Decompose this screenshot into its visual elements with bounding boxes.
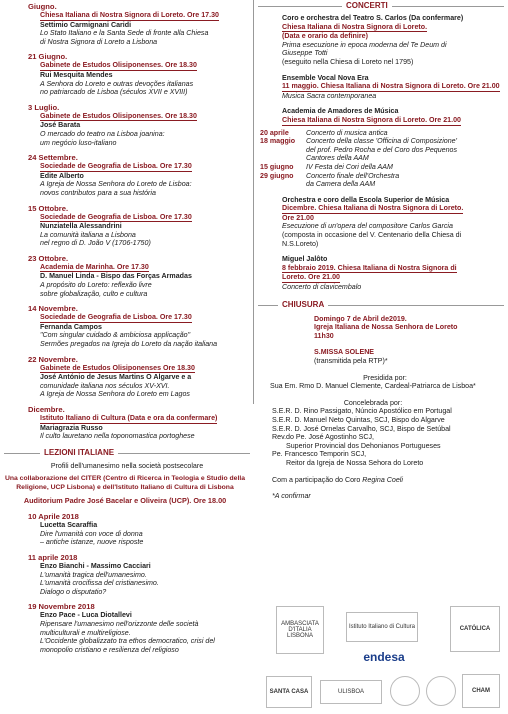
event-item [28,52,250,96]
concert-line: Loreto. Ore 21.00 [282,273,340,282]
ambasciata-logo [276,606,324,654]
event-line-row [28,521,250,530]
event-line-row [28,11,250,21]
event-line: Sociedade de Geografia de Lisboa. Ore 17.30 [40,162,192,171]
concert-item [260,107,508,189]
concert-line-row [282,222,508,231]
concelebrants-list [258,407,508,467]
event-line: comunidade italiana nos séculos XV-XVI. [40,381,170,390]
catolica-logo [450,606,500,652]
event-date: 22 Novembre. [28,354,78,364]
concert-dated-row [260,137,508,163]
event-date: 24 Settembre. [28,153,78,163]
concert-desc-line: Concerto della classe 'Officina di Composizione' [306,137,457,146]
concert-line: Prima esecuzione in epoca moderna del Te Deum di [282,40,447,49]
concert-item [282,196,508,249]
event-line: Lo Stato Italiano e la Santa Sede di fronte alla Chiesa [40,29,209,38]
event-line: Lucetta Scaraffia [40,521,98,530]
concert-line-row [282,58,508,67]
event-line: Sociedade de Geografia de Lisboa. Ore 17.30 [40,212,192,221]
concert-line-row [282,231,508,240]
concelebrant: S.E.R. D. Manuel Neto Quintas, SCJ, Bispo do Algarve [272,415,445,424]
chiusura-header [258,299,508,311]
concert-item [282,14,508,67]
concert-item [282,255,508,291]
event-line: La comunità italiana a Lisbona [40,230,136,239]
concert-line-row [282,214,508,223]
event-line-row [28,588,250,597]
event-line: Dialogo o disputatio? [40,587,107,596]
event-line: – antiche istanze, nuove risposte [40,538,144,547]
confirm-note: *A confirmar [272,492,311,501]
event-line: Sociedade de Geografia de Lisboa. Ore 17.30 [40,313,192,322]
concert-line: N.S.Loreto) [282,239,319,248]
lezioni-venue: Auditorium Padre José Bacelar e Oliveira (UCP). Ore 18.00 [23,495,227,505]
event-item [28,304,250,348]
chiusura-time: 11h30 [314,331,334,340]
event-line-row [28,323,250,332]
santa-casa-text: SANTA CASA [269,689,309,695]
event-item [28,103,250,147]
event-line-row [28,112,250,122]
concert-line-row [282,196,508,205]
event-date: Dicembre. [28,405,65,414]
concert-line: Chiesa Italiana di Nostra Signora di Loreto. Ore 21.00 [282,115,461,124]
concerti-heading: CONCERTI [342,0,392,12]
concert-date: 15 giugno [260,162,294,171]
left-events [0,0,250,441]
seal-logo-1 [390,676,420,706]
event-line-row [28,637,250,646]
event-line-row [28,139,250,148]
ulisboa-text: ULISBOA [337,689,364,695]
concert-line: Esecuzione di un'opera del compositore Carlos Garcia [282,222,453,231]
event-item [28,405,250,441]
concert-line-row [282,204,508,214]
event-line-row [28,340,250,349]
event-line: "Com singular cuidado & ambiciosa applicação" [40,331,191,340]
event-line: nel regno di D. João V (1706-1750) [40,239,151,248]
lezioni-heading: LEZIONI ITALIANE [40,447,118,459]
event-date: 21 Giugno. [28,52,68,62]
santa-casa-logo [266,676,312,708]
event-line: A Igreja de Nossa Senhora do Loreto de Lisboa: [40,180,192,189]
concerti-list [258,12,508,292]
event-line: A Senhora do Loreto e outras devoções italianas [40,79,194,88]
concert-line: Academia de Amadores de Música [282,107,399,116]
concert-line: Coro e orchestra del Teatro S. Carlos (Da confermare) [282,14,464,22]
cham-text: CHAM [472,688,490,694]
event-line-row [28,29,250,38]
event-line: A Igreja de Nossa Senhora do Loreto em Lagos [40,390,190,399]
concert-line-row [282,49,508,58]
event-line-row [28,538,250,547]
event-line: sobre globalização, culto e cultura [40,289,148,298]
event-line-row [28,382,250,391]
concert-line-row [282,82,508,92]
event-item [28,254,250,298]
cham-logo [462,674,500,708]
concert-date: 18 maggio [260,137,296,146]
concert-line-row [282,32,508,41]
event-line-row [28,222,250,231]
concelebrant: Reitor da Igreja de Nossa Sehora do Loreto [286,458,424,467]
concert-line: (eseguito nella Chiesa di Loreto nel 1795) [282,57,414,66]
lezioni-collab: Una collaborazione del CITER (Centro di Ricerca in Teologia e Studio della Religione, UCP Lisbona) e dell'Istituto Italiano di Cultura di Lisbona [4,475,246,491]
chiusura-date: Domingo 7 de Abril de2019. [314,314,407,323]
event-line: Dire l'umanità con voce di donna [40,529,143,538]
event-line-row [28,71,250,80]
event-line-row [28,180,250,189]
event-line-row [28,130,250,139]
concert-line: Concerto di clavicembalo [282,283,362,292]
concert-line: Ore 21.00 [282,213,314,222]
chiusura-block [258,315,508,366]
event-date: 11 aprile 2018 [28,552,78,562]
event-line-row [28,579,250,588]
lezioni-events [0,510,250,654]
event-line: D. Manuel Linda - Bispo das Forças Armadas [40,272,192,281]
ulisboa-logo [320,680,382,704]
event-line-row [28,390,250,399]
istituto-cultura-text: Istituto Italiano di Cultura [348,624,416,630]
endesa-text: endesa [363,650,405,664]
event-line-row [28,172,250,181]
event-line: L'umanità tragica dell'umanesimo. [40,570,147,579]
event-line-row [28,38,250,47]
event-line-row [28,231,250,240]
event-line-row [28,562,250,571]
event-line-row [28,61,250,71]
concelebrant: Rev.do Pe. José Agostinho SCJ, [272,433,374,442]
concert-desc [306,137,457,163]
event-line-row [28,530,250,539]
event-line-row [28,88,250,97]
concert-desc [306,163,393,172]
concelebrated-label: Concelebrada por: [343,398,403,407]
lezioni-subtitle: Profili dell'umanesimo nella società postsecolare [50,461,204,470]
event-line-row [28,21,250,30]
concert-line-row [282,264,508,274]
event-line-row [28,424,250,433]
event-date: 14 Novembre. [28,304,78,314]
seal-logo-2 [426,676,456,706]
event-line: José António de Jesus Martins O Algarve e a [40,373,192,382]
concert-line: Dicembre. Chiesa Italiana di Nostra Signora di Loreto. [282,204,464,213]
event-line-row [28,281,250,290]
event-line-row [28,331,250,340]
event-line-row [28,432,250,441]
event-line-row [28,629,250,638]
event-item [28,2,250,46]
concert-line: Ensemble Vocal Nova Era [282,73,369,82]
chiusura-tx: (transmitida pela RTP)* [314,357,388,365]
event-line: Academia de Marinha. Ore 17.30 [40,262,149,271]
concert-line: Chiesa Italiana di Nostra Signora di Loreto. [282,22,428,31]
event-line: O mercado do teatro na Lisboa joanina: [40,129,165,138]
concert-line-row [282,107,508,116]
event-line: Nunziatella Alessandrini [40,222,122,231]
concert-line: 11 maggio. Chiesa Italiana di Nostra Signora di Loreto. Ore 21.00 [282,82,500,91]
choir-line: Com a participação do Coro Regina Coeli [272,475,403,484]
event-line: novos contributos para a sua história [40,188,156,197]
event-item [28,512,250,547]
event-line: José Barata [40,121,81,130]
concert-line-row [282,116,508,126]
concert-line-row [282,23,508,33]
event-line-row [28,162,250,172]
right-column [258,0,508,501]
event-date: 15 Ottobre. [28,203,69,213]
concert-line: Miguel Jalôto [282,255,328,264]
event-line: Edite Alberto [40,171,84,180]
event-item [28,204,250,248]
chiusura-messa: S.MISSA SOLENE [314,348,375,357]
event-line: Gabinete de Estudos Olisiponenses Ore 18.30 [40,363,195,372]
event-line-row [28,373,250,382]
column-divider [253,0,254,404]
event-line: Fernanda Campos [40,322,102,331]
event-line-row [28,239,250,248]
event-line-row [28,290,250,299]
event-line-row [28,620,250,629]
event-line-row [28,189,250,198]
event-line-row [28,364,250,374]
sponsor-logos [262,606,502,710]
event-item [28,355,250,399]
event-line-row [28,213,250,223]
event-line: Gabinete de Estudos Olisiponenses. Ore 18.30 [40,61,197,70]
event-line: no patriarcado de Lisboa (séculos XVII e XVIII) [40,88,188,97]
concelebrant: Pe. Francesco Temporin SCJ, [272,450,367,459]
event-line: Gabinete de Estudos Olisiponenses. Ore 18.30 [40,111,197,120]
concert-line: Giuseppe Totti [282,49,328,58]
left-column [0,0,250,660]
event-line: Il culto lauretano nella toponomastica portoghese [40,432,195,441]
concerti-header [258,0,508,12]
concert-line: (composta in occasione del V. Centenario della Chiesa di [282,231,462,240]
concert-line-row [282,92,508,101]
concert-item [282,74,508,101]
event-line-row [28,313,250,323]
concert-line-row [282,74,508,83]
concert-line: (Data e orario da definire) [282,32,368,41]
concert-line-row [282,273,508,283]
event-line: Istituto Italiano di Cultura (Data e ora da confermare) [40,414,218,422]
concert-desc-line: del prof. Pedro Rocha e del Coro dos Pequenos [306,145,458,154]
event-item [28,602,250,654]
concert-dated-row [260,171,508,189]
event-line-row [28,571,250,580]
event-line-row [28,611,250,620]
concert-line-row [282,14,508,23]
concert-date: 20 aprile [260,128,289,137]
event-line: A propósito do Loreto: reflexão livre [40,281,152,290]
concert-desc-line: Cantores della AAM [306,154,369,163]
event-line: multiculturali e multireligiose. [40,628,131,637]
chiusura-venue: Igreja Italiana de Nossa Senhora de Loreto [314,323,458,332]
event-line: Mariagrazia Russo [40,423,103,432]
concert-line-row [282,255,508,264]
event-line: monopolio cristiano e resilienza del religioso [40,645,179,654]
presided-label: Presidida por: [363,373,407,382]
ambasciata-logo-text: AMBASCIATA D'ITALIA LISBONA [281,621,319,639]
event-line-row [28,414,250,424]
event-line: Settimio Carmignani Caridi [40,20,132,29]
istituto-cultura-logo [346,612,418,642]
event-line: Sermões pregados na Igreja do Loreto da nação italiana [40,340,218,349]
event-date: 19 Novembre 2018 [28,602,95,612]
concert-line: Musica Sacra contemporanea [282,91,377,100]
concert-desc-line: da Camera della AAM [306,180,376,189]
concert-date: 29 giugno [260,171,294,180]
event-item [28,553,250,596]
concelebrant: S.E.R. D. Rino Passigato, Núncio Apostólico em Portugal [272,407,452,416]
concert-dated-row [260,162,508,172]
event-item [28,153,250,197]
concert-desc [306,129,388,138]
event-line-row [28,272,250,281]
concert-desc-line: Concerto finale dell'Orchestra [306,171,400,180]
event-date: 10 Aprile 2018 [28,512,79,522]
concert-line: Orchestra e coro della Escola Superior de Música [282,195,450,204]
lezioni-header [0,447,250,459]
concert-line-row [282,283,508,292]
event-line: Chiesa Italiana di Nostra Signora di Loreto. Ore 17.30 [40,11,219,19]
concelebrant: S.E.R. D. José Ornelas Carvalho, SCJ, Bispo de Setúbal [272,424,451,433]
event-line: di Nostra Signora di Loreto a Lisbona [40,37,158,46]
concert-line-row [282,41,508,50]
event-line: L'umanità crocifissa del cristianesimo. [40,579,159,588]
concert-desc-line: IV Festa dei Cori della AAM [306,162,393,171]
catolica-text: CATÓLICA [459,626,491,632]
event-line-row [28,80,250,89]
event-line: Ripensare l'umanesimo nell'orizzonte delle società [40,619,199,628]
presider: Sua Em. Rmo D. Manuel Clemente, Cardeal-Patriarca de Lisboa* [270,382,476,391]
event-line: um negócio luso-italiano [40,138,117,147]
event-line-row [28,121,250,130]
event-line: Enzo Pace - Luca Diotallevi [40,611,132,620]
event-date: 3 Luglio. [28,102,60,112]
concert-line: 8 febbraio 2019. Chiesa Italiana di Nostra Signora di [282,263,457,272]
chiusura-heading: CHIUSURA [278,299,328,311]
endesa-logo [346,646,422,668]
concert-dated-row [260,128,508,138]
concert-desc [306,172,399,189]
event-date: Giugno. [28,2,57,11]
concert-desc-line: Concerto di musica antica [306,128,388,137]
event-line: Rui Mesquita Mendes [40,70,113,79]
event-line: L'Occidente globalizzato tra ethos democratico, crisi del [40,637,215,646]
event-line-row [28,263,250,273]
event-date: 23 Ottobre. [28,253,69,263]
concert-line-row [282,240,508,249]
event-line: Enzo Bianchi - Massimo Cacciari [40,561,151,570]
event-line-row [28,646,250,655]
concelebrant: Superior Provincial dos Dehonianos Portugueses [286,441,441,450]
